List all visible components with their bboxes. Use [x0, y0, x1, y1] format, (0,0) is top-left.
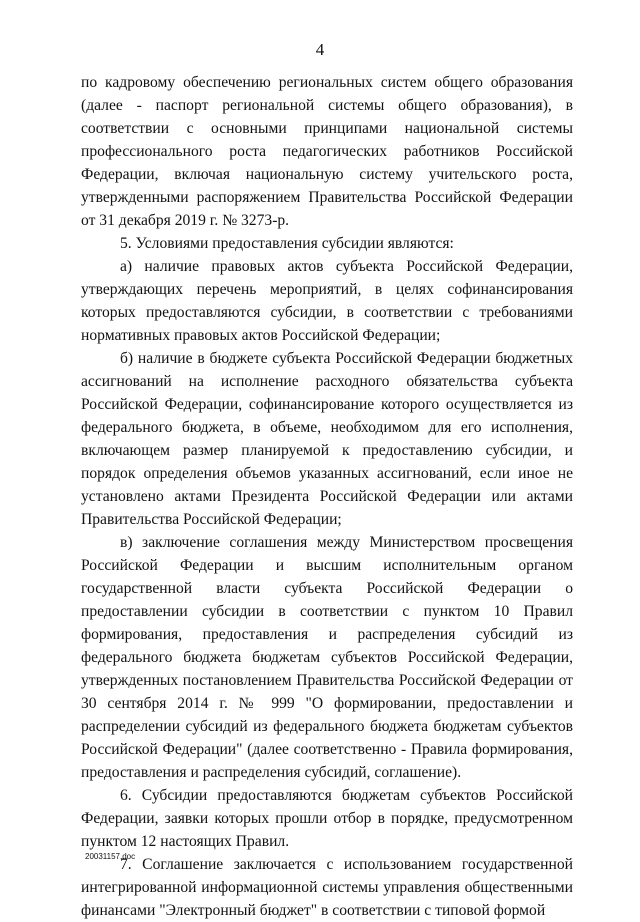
paragraph-7: 7. Соглашение заключается с использованием государственной интегрированной информационной системы управления общественными финансами "Электронный бюджет" в соответствии с типовой формой: [81, 856, 573, 919]
paragraph-5c: в) заключение соглашения между Министерством просвещения Российской Федерации и высшим исполнительным органом государственной власти субъекта Российской Федерации о предоставлении субсидии в соответствии с пунктом 10 Правил формирования, предоставления и распределения субсидий из федерального бюджета бюджетам субъектов Российской Федерации, утвержденных постановлением Правительства Российской Федерации от 30 сентября 2014 г. № 999 "О формировании, предоставлении и распределении субсидий из федерального бюджета бюджетам субъектов Российской Федерации" (далее соответственно - Правила формирования, предоставления и распределения субсидий, соглашение).: [81, 534, 573, 781]
document-body: [81, 71, 573, 922]
page-number: 4: [315, 40, 325, 59]
paragraph-6: 6. Субсидии предоставляются бюджетам субъектов Российской Федерации, заявки которых прошли отбор в порядке, предусмотренном пунктом 12 настоящих Правил.: [81, 787, 573, 850]
paragraph-continuation: по кадровому обеспечению региональных систем общего образования (далее - паспорт региональной системы общего образования), в соответствии с основными принципами национальной системы профессионального роста педагогических работников Российской Федерации, включая национальную систему учительского роста, утвержденными распоряжением Правительства Российской Федерации от 31 декабря 2019 г. № 3273-р.: [81, 74, 573, 229]
footer-file-name: 20031157.doc: [85, 852, 136, 861]
paragraph-5a: а) наличие правовых актов субъекта Российской Федерации, утверждающих перечень мероприятий, в целях софинансирования которых предоставляются субсидии, в соответствии с требованиями нормативных правовых актов Российской Федерации;: [81, 258, 573, 344]
paragraph-5-conditions: 5. Условиями предоставления субсидии являются:: [120, 235, 454, 252]
paragraph-5b: б) наличие в бюджете субъекта Российской Федерации бюджетных ассигнований на исполнение расходного обязательства субъекта Российской Федерации, софинансирование которого осуществляется из федерального бюджета, в объеме, необходимом для его исполнения, включающем размер планируемой к предоставлению субсидии, и порядок определения объемов указанных ассигнований, если иное не установлено актами Президента Российской Федерации или актами Правительства Российской Федерации;: [81, 350, 573, 528]
